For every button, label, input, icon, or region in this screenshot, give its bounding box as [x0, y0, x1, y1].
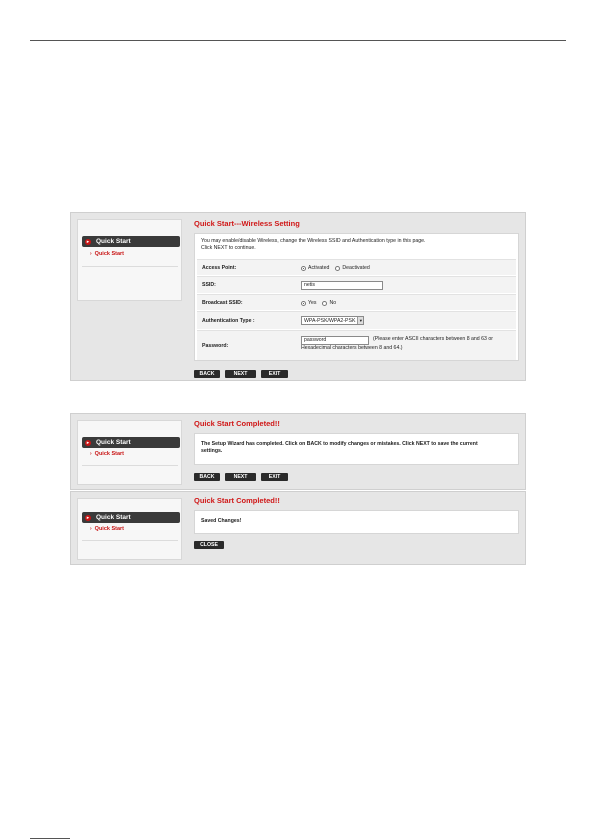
sidebar-item-label: Quick Start [96, 439, 131, 446]
password-input[interactable]: password [301, 336, 369, 345]
password-row [197, 330, 516, 360]
page-title: Quick Start Completed!! [194, 419, 280, 428]
completed-message [201, 441, 478, 455]
divider [82, 540, 178, 541]
sidebar-subitem-label: Quick Start [94, 526, 125, 532]
page-title: Quick Start Completed!! [194, 496, 280, 505]
sidebar-subitem-quick-start[interactable] [90, 251, 124, 257]
access-point-options [301, 265, 370, 271]
back-button[interactable]: BACK [194, 473, 220, 481]
divider [82, 465, 178, 466]
sidebar-item-quick-start[interactable] [82, 236, 180, 247]
radio-label: Activated [308, 265, 330, 271]
access-point-label: Access Point: [202, 265, 237, 271]
intro-line: You may enable/disable Wireless, change the Wireless SSID and Authentication type in this page. [201, 238, 426, 244]
message-line: settings. [201, 448, 223, 454]
quick-start-completed-panel [70, 413, 526, 490]
ssid-input[interactable]: netis [301, 281, 383, 290]
access-point-activated-radio[interactable] [301, 266, 306, 271]
sidebar [77, 498, 182, 560]
access-point-deactivated-radio[interactable] [335, 266, 340, 271]
broadcast-ssid-label: Broadcast SSID: [202, 300, 243, 306]
sidebar-subitem-label: Quick Start [94, 451, 125, 457]
message-line: The Setup Wizard has completed. Click on BACK to modify changes or mistakes. Click NEXT to save the current [201, 441, 478, 447]
wireless-setting-panel [70, 212, 526, 381]
exit-button[interactable]: EXIT [261, 370, 288, 378]
sidebar [77, 420, 182, 485]
next-button[interactable]: NEXT [225, 473, 256, 481]
authentication-type-select[interactable] [301, 316, 364, 325]
ssid-row [197, 276, 516, 293]
radio-label: No [329, 300, 337, 306]
authentication-type-row [197, 311, 516, 329]
radio-label: Deactivated [342, 265, 370, 271]
chevron-down-icon: ▼ [358, 318, 363, 323]
sidebar-subitem-quick-start[interactable] [90, 451, 124, 457]
chevron-right-icon: › [90, 451, 92, 457]
broadcast-no-radio[interactable] [322, 301, 327, 306]
broadcast-ssid-row [197, 294, 516, 310]
selected-value: WPA-PSK/WPA2-PSK [304, 317, 356, 324]
password-hint: Hexadecimal characters between 8 and 64.) [301, 345, 403, 351]
saved-message-box [194, 510, 519, 534]
page-top-rule [30, 40, 566, 41]
exit-button[interactable]: EXIT [261, 473, 288, 481]
arrow-right-icon: ▸ [86, 238, 90, 245]
page-title: Quick Start---Wireless Setting [194, 219, 300, 228]
radio-label: Yes [308, 300, 317, 306]
password-label: Password: [202, 343, 229, 349]
ssid-label: SSID: [202, 282, 216, 288]
broadcast-yes-radio[interactable] [301, 301, 306, 306]
intro-text [201, 238, 425, 252]
sidebar-item-quick-start[interactable] [82, 512, 180, 523]
sidebar-subitem-label: Quick Start [94, 251, 125, 257]
intro-line: Click NEXT to continue. [201, 245, 256, 251]
completed-message-box [194, 433, 519, 465]
password-hint: (Please enter ASCII characters between 8 and 63 or [373, 336, 493, 342]
saved-changes-panel [70, 491, 526, 565]
back-button[interactable]: BACK [194, 370, 220, 378]
next-button[interactable]: NEXT [225, 370, 256, 378]
sidebar-item-label: Quick Start [96, 238, 131, 245]
close-button[interactable]: CLOSE [194, 541, 224, 549]
authentication-type-label: Authentication Type : [202, 318, 255, 324]
chevron-right-icon: › [90, 251, 92, 257]
saved-message: Saved Changes! [201, 518, 242, 524]
divider [82, 266, 178, 267]
broadcast-ssid-options [301, 300, 336, 306]
access-point-row [197, 259, 516, 275]
arrow-right-icon: ▸ [86, 439, 90, 446]
sidebar [77, 219, 182, 301]
arrow-right-icon: ▸ [86, 514, 90, 521]
wireless-form [194, 233, 519, 361]
sidebar-item-label: Quick Start [96, 514, 131, 521]
sidebar-item-quick-start[interactable] [82, 437, 180, 448]
page-bottom-rule [30, 838, 70, 839]
sidebar-subitem-quick-start[interactable] [90, 526, 124, 532]
chevron-right-icon: › [90, 526, 92, 532]
